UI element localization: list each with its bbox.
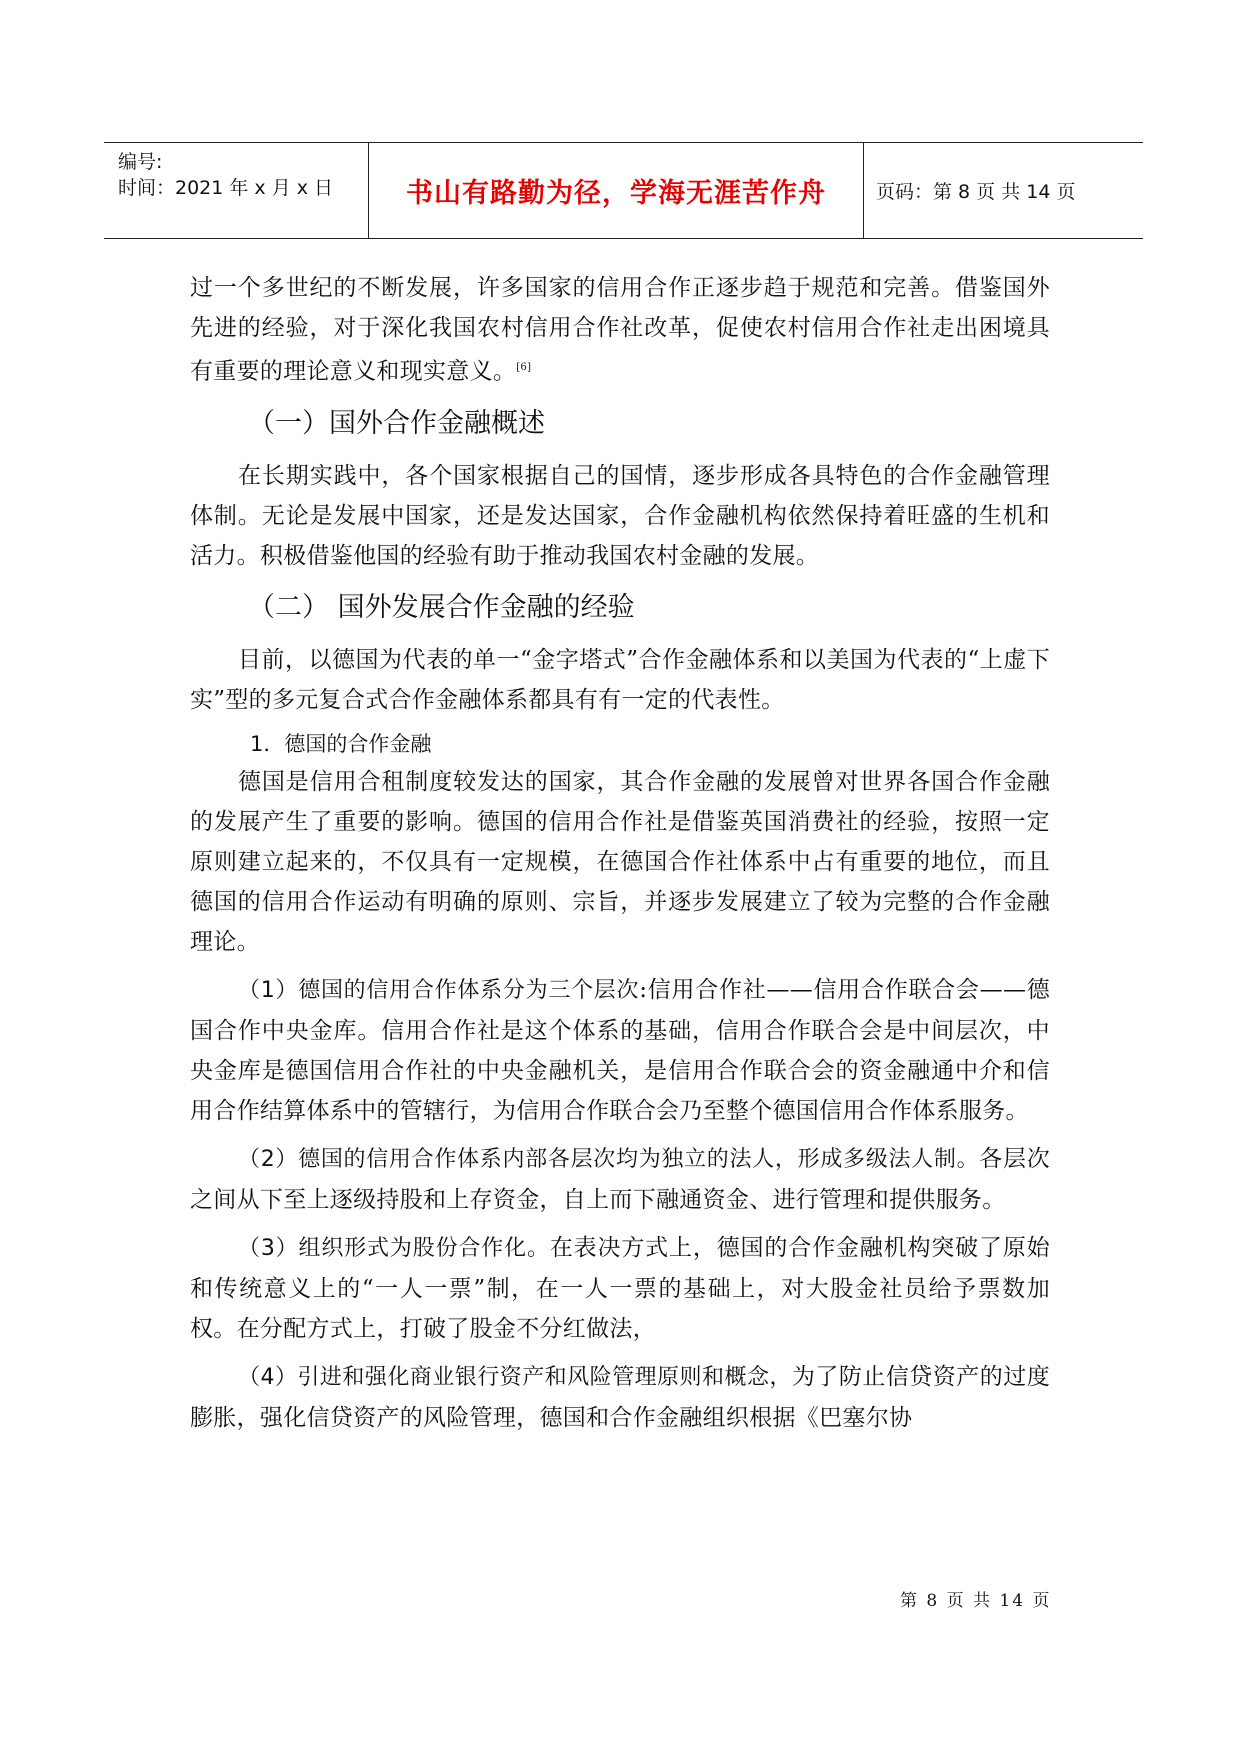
list-item-4-text: 为了防止信贷资产的过度膨胀，强化信贷资产的风险管理，德国和合作金融组织根据《巴塞尔协: [190, 1363, 1050, 1431]
list-item-4-lead: （4）引进和强化商业银行资产和风险管理原则和概念，: [238, 1364, 792, 1390]
list-item-3-text: 在表决方式上，德国的合作金融机构突破了原始和传统意义上的“一人一票”制，在一人一票的基础上，对大股金社员给予票数加权。在分配方式上，打破了股金不分红做法，: [190, 1234, 1050, 1342]
page-code: 页码：第 8 页 共 14 页: [876, 181, 1076, 203]
list-item-3-lead: （3）组织形式为股份合作化。: [238, 1235, 550, 1261]
motto: 书山有路勤为径，学海无涯苦作舟: [406, 178, 826, 209]
page-header: [104, 142, 1143, 239]
list-item-4: [190, 1357, 1050, 1438]
list-item-2-lead: （2）德国的信用合作体系内部各层次均为独立的法人，形成多级法人制。: [238, 1146, 980, 1172]
subsection-heading-germany: 1．德国的合作金融: [250, 731, 432, 756]
list-item-1-lead: （1）德国的信用合作体系分为三个层次: [238, 977, 640, 1003]
page-footer: 第 8 页 共 14 页: [900, 1591, 1052, 1611]
paragraph-germany: 德国是信用合租制度较发达的国家，其合作金融的发展曾对世界各国合作金融的发展产生了重要的影响。德国的信用合作社是借鉴英国消费社的经验，按照一定原则建立起来的，不仅具有一定规模，在德国合作社体系中占有重要的地位，而且德国的信用合作运动有明确的原则、宗旨，并逐步发展建立了较为完整的合作金融理论。: [190, 768, 1050, 955]
list-item-2-text: 各层次之间从下至上逐级持股和上存资金，自上而下融通资金、进行管理和提供服务。: [190, 1145, 1050, 1213]
header-right-cell: [864, 143, 1143, 238]
section-heading-overview: （一）国外合作金融概述: [248, 407, 545, 439]
header-left-cell: [104, 143, 368, 238]
document-body: [190, 268, 1050, 1438]
list-item-1: [190, 970, 1050, 1131]
list-item-3: [190, 1228, 1050, 1349]
list-item-2: [190, 1139, 1050, 1220]
number-label: 编号:: [118, 151, 163, 173]
list-item-1-text: :信用合作社——信用合作联合会——德国合作中央金库。信用合作社是这个体系的基础，信用合作联合会是中间层次，中央金库是德国信用合作社的中央金融机关，是信用合作联合会的资金融通中介和信用合作结算体系中的管辖行，为信用合作联合会乃至整个德国信用合作体系服务。: [190, 976, 1050, 1124]
section-heading-experience: （二） 国外发展合作金融的经验: [248, 591, 635, 623]
paragraph-experience: 目前，以德国为代表的单一“金字塔式”合作金融体系和以美国为代表的“上虚下实”型的多元复合式合作金融体系都具有有一定的代表性。: [190, 646, 1050, 713]
citation-ref: [6]: [516, 362, 532, 373]
paragraph-intro-text: 过一个多世纪的不断发展，许多国家的信用合作正逐步趋于规范和完善。借鉴国外先进的经验，对于深化我国农村信用合作社改革，促使农村信用合作社走出困境具有重要的理论意义和现实意义。: [190, 275, 1050, 385]
time-label: 时间：2021 年 x 月 x 日: [118, 177, 334, 199]
paragraph-intro: [190, 268, 1050, 392]
header-motto-cell: [368, 143, 864, 238]
paragraph-overview: 在长期实践中，各个国家根据自己的国情，逐步形成各具特色的合作金融管理体制。无论是发展中国家，还是发达国家，合作金融机构依然保持着旺盛的生机和活力。积极借鉴他国的经验有助于推动我国农村金融的发展。: [190, 462, 1050, 569]
